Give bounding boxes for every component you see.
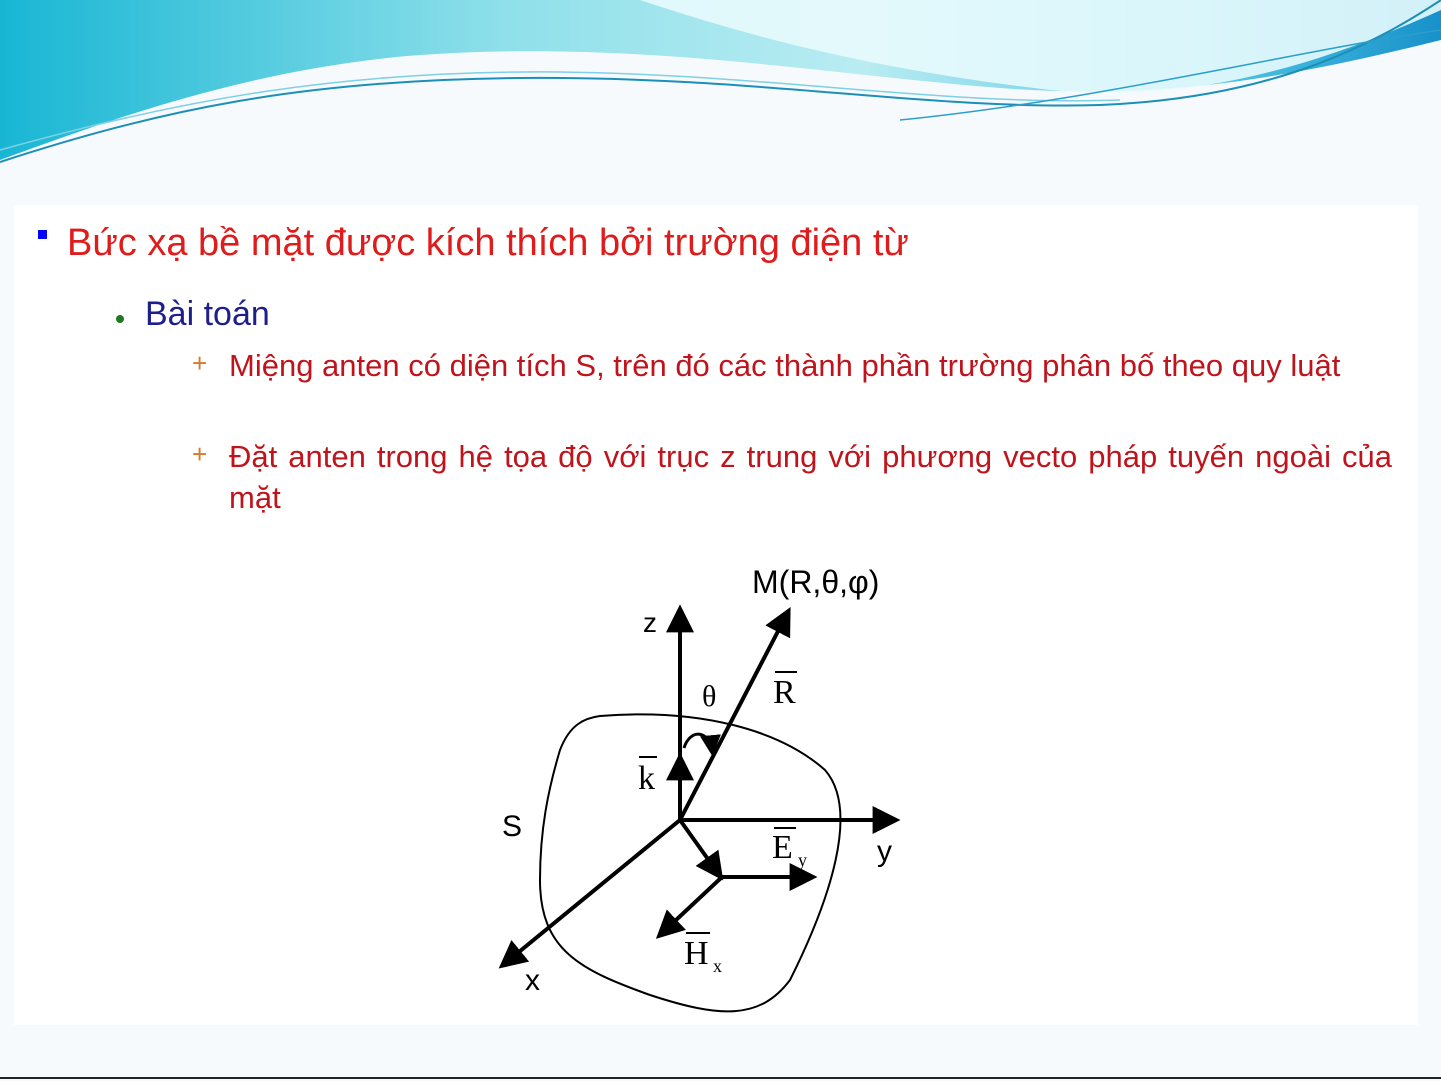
theta-label: θ — [702, 680, 717, 713]
surface-label: S — [502, 810, 523, 843]
slide-subheading: Bài toán — [145, 295, 270, 333]
h-vector-subscript: x — [713, 956, 722, 976]
e-vector-label: E — [772, 829, 793, 866]
slide-heading: Bức xạ bề mặt được kích thích bởi trường điện từ — [67, 222, 909, 264]
r-vector — [680, 612, 788, 820]
point-text: Miệng anten có diện tích S, trên đó các thành phần trường phân bố theo quy luật — [229, 348, 1341, 383]
point-m-label: M(R,θ,φ) — [752, 564, 880, 600]
offset-line — [680, 820, 720, 876]
z-axis-label: z — [643, 607, 657, 638]
theta-arc — [684, 734, 712, 752]
plus-bullet-icon: + — [192, 439, 208, 469]
h-vector — [660, 877, 722, 935]
e-vector-subscript: y — [798, 850, 807, 870]
point-text: Đặt anten trong hệ tọa độ với trục z trung với phương vecto pháp tuyến ngoài của mặt — [229, 439, 1392, 515]
x-axis — [503, 820, 680, 965]
h-vector-label: H — [684, 935, 709, 972]
y-axis-label: y — [877, 835, 892, 868]
x-axis-label: x — [525, 964, 540, 997]
plus-bullet-icon: + — [192, 348, 208, 378]
k-vector-label: k — [638, 760, 655, 797]
r-vector-label: R — [773, 674, 796, 711]
